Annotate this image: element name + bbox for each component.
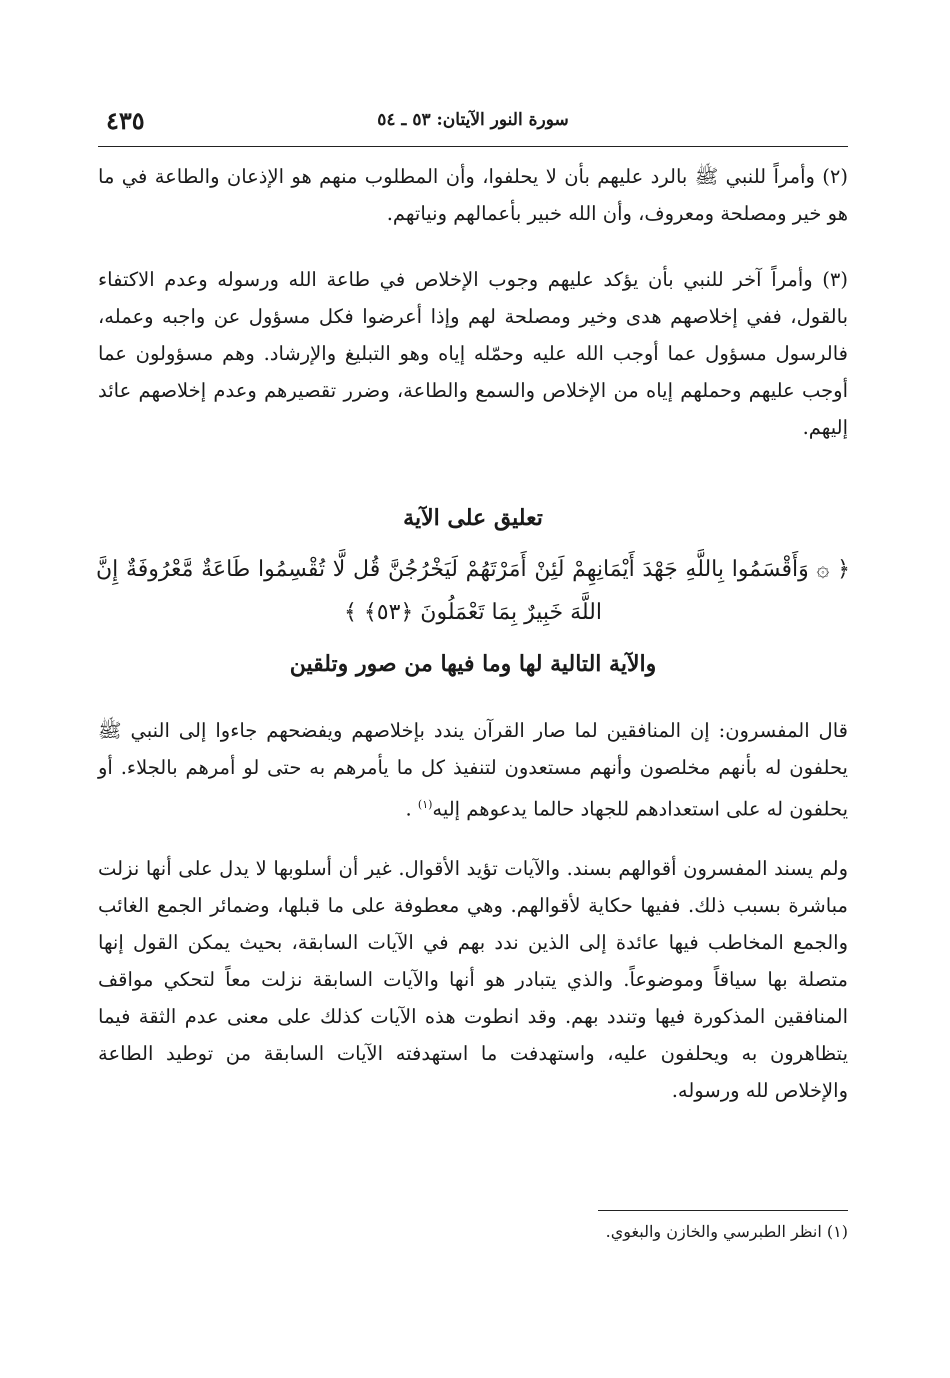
paragraph-2-text: (٣) وأمراً آخر للنبي بأن يؤكد عليهم وجوب الإخلاص في طاعة الله ورسوله وعدم الاكتفاء بالقول، ففي إخلاصهم هدى وخير ومصلحة لهم وإذا أعرضوا فكل مسؤول عن واجبه وعمله، فالرسول مسؤول عما أوجب الله عليه وحمّله إياه وهو التبليغ والإرشاد. وهم مسؤولون عما أوجب عليهم وحملهم إياه من الإخلاص والسمع والطاعة، وضرر تقصيرهم وعدم إخلاصهم عائد إليهم. [98, 268, 848, 439]
paragraph-1-text: (٢) وأمراً للنبي ﷺ بالرد عليهم بأن لا يحلفوا، وأن المطلوب منهم هو الإذعان والطاعة في ما هو خير ومصلحة ومعروف، وأن الله خبير بأعمالهم ونياتهم. [98, 165, 848, 225]
paragraph-3 [98, 712, 848, 828]
paragraph-4-text: ولم يسند المفسرون أقوالهم بسند. والآيات تؤيد الأقوال. غير أن أسلوبها لا يدل على أنها نزلت مباشرة بسبب ذلك. ففيها حكاية لأقوالهم. وهي معطوفة على ما قبلها، وضمائر الجمع الغائب والجمع المخاطب فيها عائدة إلى الذين ندد بهم في الآيات السابقة، بحيث يمكن القول إنها متصلة بها سياقاً وموضوعاً. والذي يتبادر هو أنها والآيات السابقة نزلت معاً لتحكي مواقف المنافقين المذكورة فيها وتندد بهم. وقد انطوت هذه الآيات كذلك على معنى عدم الثقة فيما يتظاهرون به ويحلفون عليه، واستهدفت ما استهدفته الآيات السابقة من توطيد الطاعة والإخلاص لله ورسوله. [98, 857, 848, 1102]
section-title: تعليق على الآية [403, 505, 543, 531]
paragraph-4 [98, 850, 848, 1109]
running-title: سورة النور الآيتان: ٥٣ ـ ٥٤ [377, 110, 569, 130]
paragraph-3-end: . [405, 797, 418, 821]
footnote: (١) انظر الطبرسي والخازن والبغوي. [605, 1222, 848, 1241]
paragraph-3-text: قال المفسرون: إن المنافقين لما صار القرآن يندد بإخلاصهم ويفضحهم جاءوا إلى النبي ﷺ يحلفون له بأنهم مخلصون وأنهم مستعدون لتنفيذ كل ما يأمرهم به حتى لو أمرهم بالجلاء. أو يحلفون له على استعدادهم للجهاد حالما يدعوهم إليه [98, 719, 848, 821]
footnote-divider [598, 1210, 848, 1211]
quran-verse: ﴿ ۞ وَأَقْسَمُوا بِاللَّهِ جَهْدَ أَيْمَانِهِمْ لَئِنْ أَمَرْتَهُمْ لَيَخْرُجُنَّ قُل لَّا تُقْسِمُوا طَاعَةٌ مَّعْرُوفَةٌ إِنَّ اللَّهَ خَبِيرٌ بِمَا تَعْمَلُونَ ﴿٥٣﴾ ﴾ [96, 557, 850, 625]
paragraph-3-block [98, 712, 848, 828]
footnote-reference: (١) [417, 798, 433, 811]
paragraph-1 [98, 158, 848, 232]
page-number: ٤٣٥ [106, 106, 145, 135]
paragraph-2 [98, 261, 848, 446]
page-header [98, 100, 848, 147]
section-subtitle: والآية التالية لها وما فيها من صور وتلقين [289, 651, 657, 677]
